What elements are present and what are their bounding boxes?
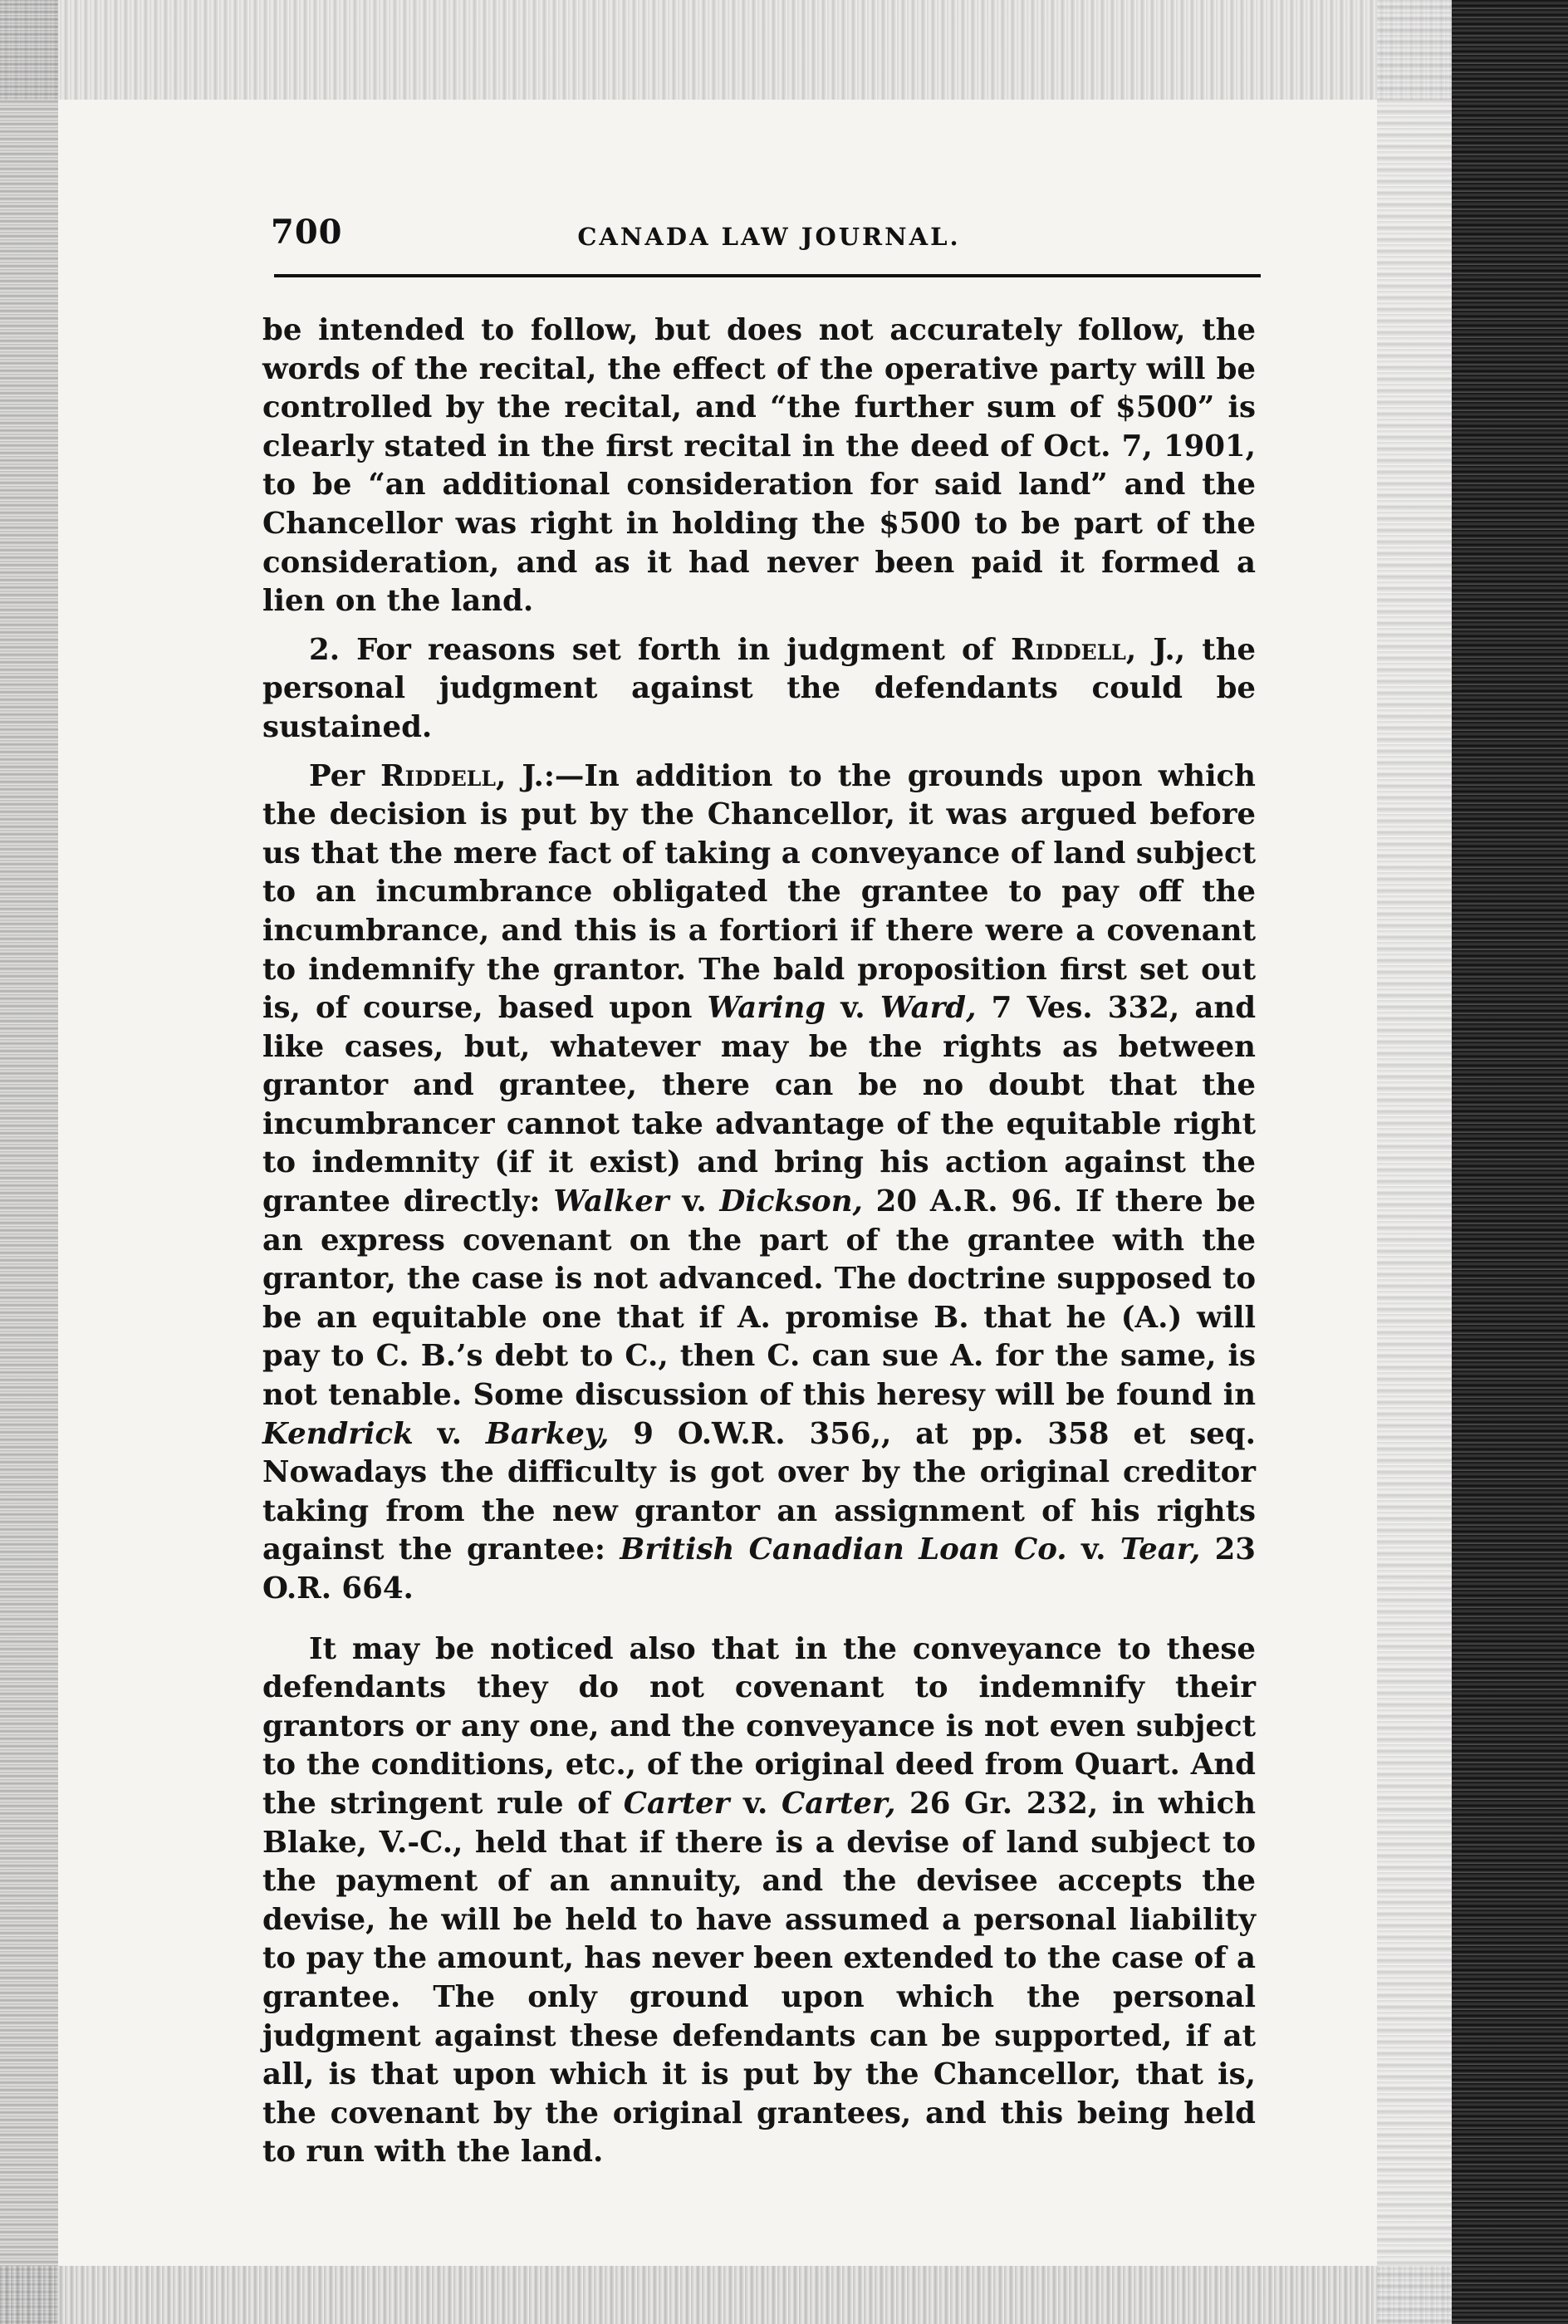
case-citation: Waring — [707, 991, 826, 1026]
paragraph-3-text-c: 7 Ves. 332, and like cases, but, whatever may be the rights as between grantor and grantee, there can be no doubt that the incumbrancer cannot take advantage of the equitable right to indemnity (if it exist) and bring his action against the grantee directly: — [262, 991, 1257, 1219]
paragraph-4 — [262, 1630, 1256, 2172]
scan-noise-bottom — [0, 2266, 1568, 2324]
paragraph-1: be intended to follow, but does not accurately follow, the words of the recital, the effect of the operative party will be controlled by the recital, and “the further sum of $500” is clearly stated in the first recital in the deed of Oct. 7, 1901, to be “an additional consideration for said land” and the Chancellor was right in holding the $500 to be part of the consideration, and as it had never been paid it formed a lien on the land. — [262, 313, 1256, 619]
running-head: CANADA LAW JOURNAL. — [577, 223, 961, 251]
case-citation: Ward, — [880, 991, 977, 1026]
scan-dark-right-edge — [1452, 0, 1568, 2324]
case-versus: v. — [669, 1184, 720, 1219]
case-versus: v. — [413, 1416, 486, 1451]
case-versus: v. — [1066, 1532, 1120, 1567]
case-citation: Kendrick — [262, 1416, 414, 1451]
case-versus: v. — [826, 991, 880, 1026]
case-citation: Tear, — [1120, 1532, 1201, 1567]
paragraph-2-text-b: , J., the personal judgment against the defendants could be sustained. — [262, 632, 1256, 744]
case-citation: Carter — [623, 1786, 730, 1821]
body-text — [262, 311, 1256, 2172]
case-versus: v. — [729, 1786, 782, 1821]
case-citation: Carter, — [782, 1786, 896, 1821]
paragraph-3-text-b: , J.:—In addition to the grounds upon which the decision is put by the Chancellor, it was argued before us that the mere fact of taking a conveyance of land subject to an incumbrance obligated the grantee to pay off the incumbrance, and this is a fortiori if there were a covenant to indemnify the grantor. The bald proposition first set out is, of course, based upon — [262, 758, 1256, 1026]
paragraph-3-text-a: Per — [309, 758, 381, 793]
paragraph-3-text-f: 23 O.R. 664. — [262, 1532, 1256, 1606]
page-header — [271, 213, 1267, 262]
scan-noise-top — [0, 0, 1568, 100]
paragraph-2-text-a: 2. For reasons set forth in judgment of — [309, 632, 1012, 667]
case-citation: British Canadian Loan Co. — [620, 1532, 1067, 1567]
paragraph-2 — [262, 631, 1256, 748]
case-citation: Walker — [553, 1184, 669, 1219]
paragraph-3-text-d: 20 A.R. 96. If there be an express covenant on the part of the grantee with the grantor, the case is not advanced. The doctrine supposed to be an equitable one that if A. promise B. that he (A.) will pay to C. B.’s debt to C., then C. can sue A. for the same, is not tenable. Some discussion of this heresy will be found in — [262, 1184, 1256, 1413]
case-citation: Dickson, — [719, 1184, 863, 1219]
paragraph-4-text-a: It may be noticed also that in the conveyance to these defendants they do not covenant to indemnify their grantors or any one, and the conveyance is not even subject to the conditions, etc., of the original deed from Quart. And the stringent rule of — [262, 1631, 1256, 1821]
case-citation: Barkey, — [485, 1416, 610, 1451]
scan-noise-right-fade — [1377, 0, 1452, 2324]
judge-name: Riddell — [1011, 632, 1126, 667]
page-number: 700 — [271, 213, 343, 252]
paragraph-3 — [262, 758, 1256, 1609]
paragraph-4-text-b: 26 Gr. 232, in which Blake, V.-C., held that if there is a devise of land subject to the payment of an annuity, and the devisee accepts the devise, he will be held to have assumed a personal liability to pay the amount, has never been extended to the case of a grantee. The only ground upon which the personal judgment against these defendants can be supported, if at all, is that upon which it is put by the Chancellor, that is, the covenant by the original grantees, and this being held to run with the land. — [262, 1786, 1257, 2170]
header-rule — [274, 274, 1261, 277]
scan-noise-left — [0, 0, 58, 2324]
paragraph-3-text-e: 9 O.W.R. 356,, at pp. 358 et seq. Nowadays the difficulty is got over by the original creditor taking from the new grantor an assignment of his rights against the grantee: — [262, 1416, 1256, 1567]
judge-name: Riddell — [380, 758, 496, 793]
